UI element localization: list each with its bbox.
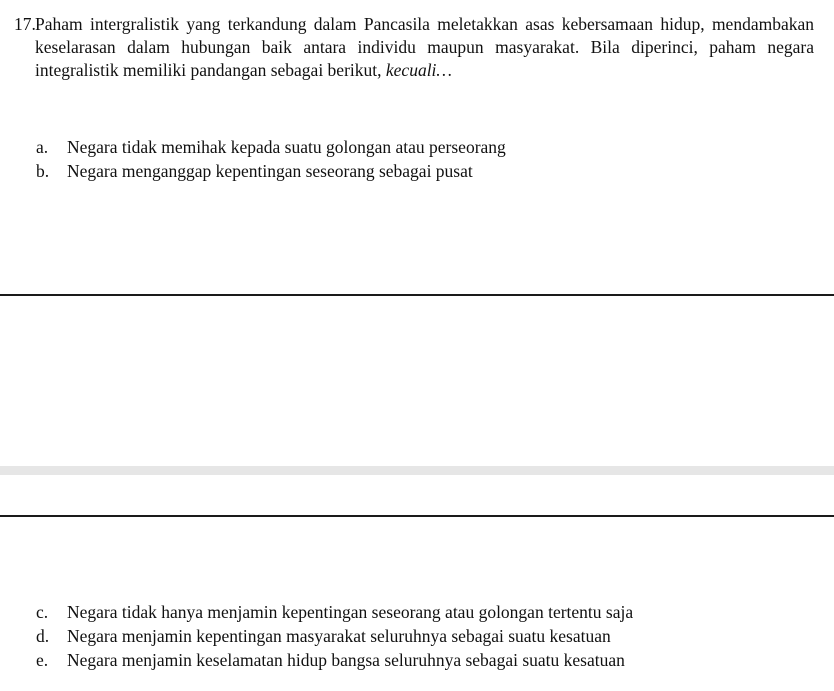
question-stem: Paham intergralistik yang terkandung dalam Pancasila meletakkan asas kebersamaan hidup, mendambakan keselarasan dalam hubungan baik antara individu maupun masyarakat. Bila diperinci, paham negara integralistik memiliki pandangan sebagai berikut, [35, 14, 814, 80]
divider-line [0, 294, 834, 296]
option-letter: b. [36, 161, 50, 181]
question-text [35, 13, 814, 82]
question-emphasis: kecuali… [385, 60, 452, 80]
option-text: Negara tidak memihak kepada suatu golongan atau perseorang [67, 137, 506, 157]
option-text: Negara menjamin kepentingan masyarakat seluruhnya sebagai suatu kesatuan [67, 626, 611, 646]
question-number: 17. [14, 14, 36, 34]
option-letter: d. [36, 626, 50, 646]
option-letter: a. [36, 137, 49, 157]
divider-line [0, 515, 834, 517]
option-a[interactable] [36, 135, 816, 159]
option-e[interactable] [36, 648, 816, 672]
option-text: Negara tidak hanya menjamin kepentingan seseorang atau golongan tertentu saja [67, 602, 634, 622]
question-block [14, 13, 814, 82]
page-gap-band [0, 466, 834, 475]
option-letter: e. [36, 650, 49, 670]
options-list-top [36, 135, 816, 183]
options-list-bottom [36, 600, 816, 672]
option-text: Negara menjamin keselamatan hidup bangsa seluruhnya sebagai suatu kesatuan [67, 650, 625, 670]
option-text: Negara menganggap kepentingan seseorang sebagai pusat [67, 161, 473, 181]
option-c[interactable] [36, 600, 816, 624]
option-b[interactable] [36, 159, 816, 183]
option-letter: c. [36, 602, 49, 622]
option-d[interactable] [36, 624, 816, 648]
